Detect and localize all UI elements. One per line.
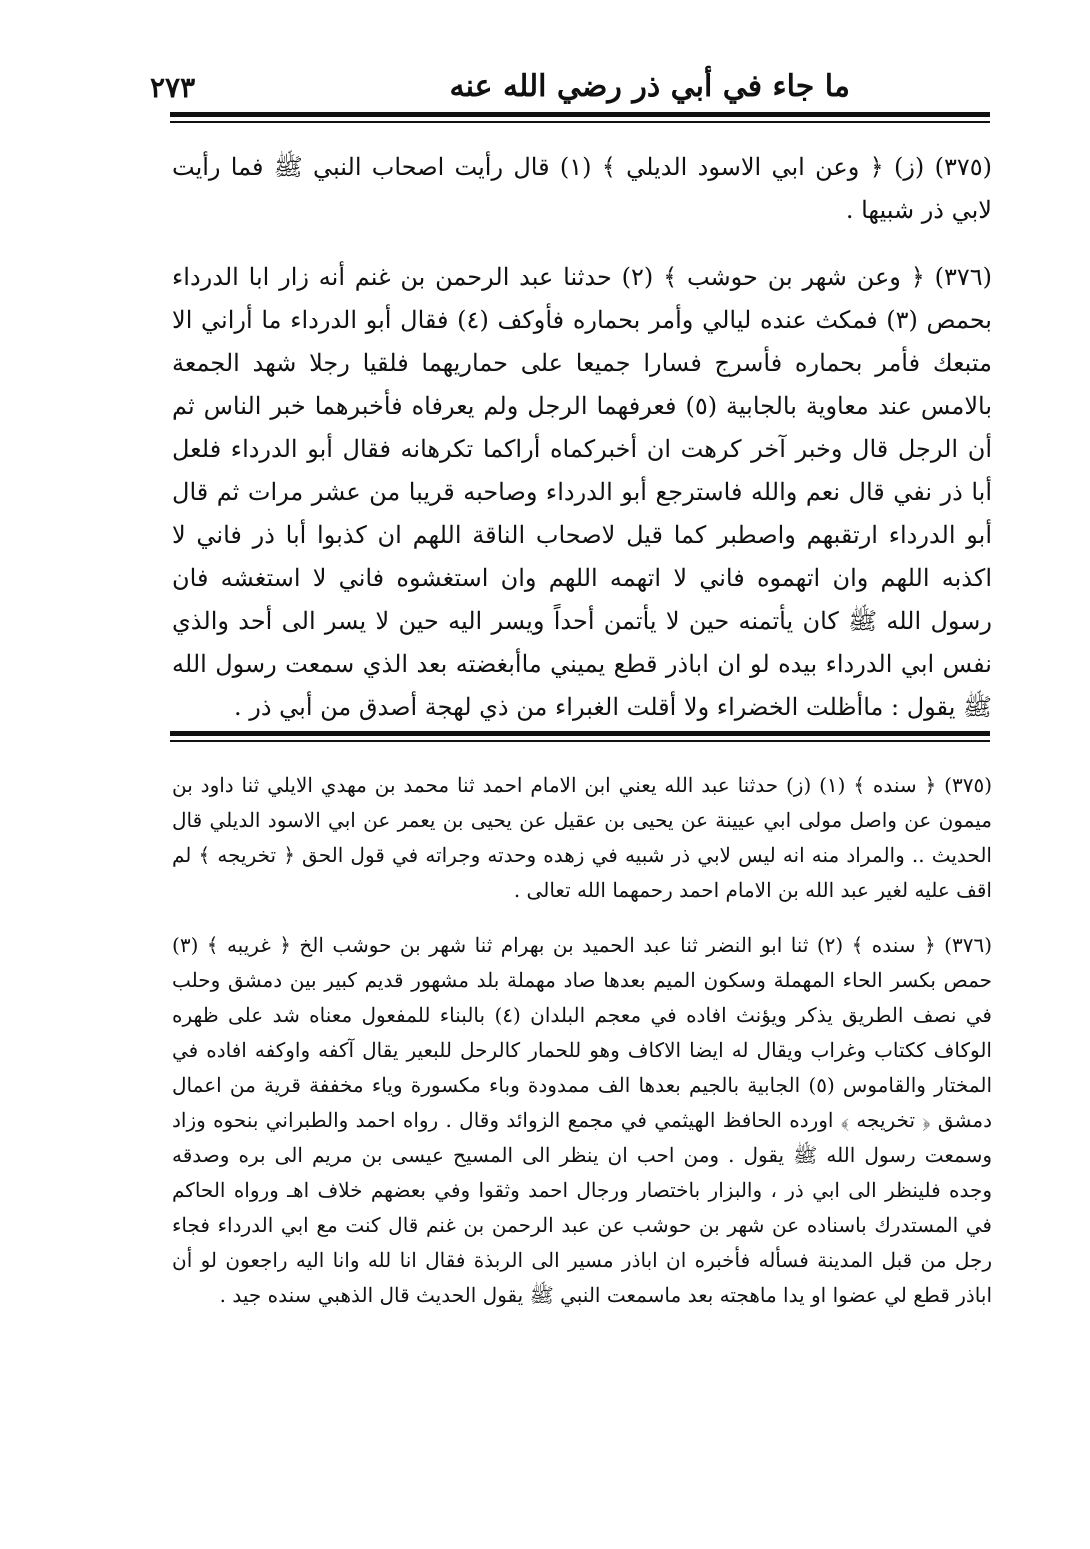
main-text xyxy=(172,146,992,753)
footnote-375: (٣٧٥) ﴿ سنده ﴾ (١) (ز) حدثنا عبد الله يعني ابن الامام احمد ثنا محمد بن مهدي الايلي ثنا داود بن ميمون عن واصل مولى ابي عيينة عن يحيى بن عقيل عن يحيى بن يعمر عن ابي الاسود الديلي قال الحديث .. والمراد منه انه ليس لابي ذر شبيه في زهده وحدته وجراته في قول الحق ﴿ تخريجه ﴾ لم اقف عليه لغير عبد الله بن الامام احمد رحمهما الله تعالى . xyxy=(172,773,992,902)
footnote-separator-thin xyxy=(170,740,990,742)
header-rule-thin xyxy=(170,121,990,123)
hadith-376: (٣٧٦) ﴿ وعن شهر بن حوشب ﴾ (٢) حدثنا عبد الرحمن بن غنم أنه زار ابا الدرداء بحمص (٣) فمكث عنده ليالي وأمر بحماره فأوكف (٤) فقال أبو الدرداء ما أراني الا متبعك فأمر بحماره فأسرج فسارا جميعا على حماريهما فلقيا رجلا شهد الجمعة بالامس عند معاوية بالجابية (٥) فعرفهما الرجل ولم يعرفاه فأخبرهما خبر الناس ثم أن الرجل قال وخبر آخر كرهت ان أخبركماه أراكما تكرهانه فقال أبو الدرداء فلعل أبا ذر نفي قال نعم والله فاسترجع أبو الدرداء وصاحبه قريبا من عشر مرات ثم قال أبو الدرداء ارتقبهم واصطبر كما قيل لاصحاب الناقة اللهم ان كذبوا أبا ذر فاني لا اكذبه اللهم وان اتهموه فاني لا اتهمه اللهم وان استغشوه فاني لا استغشه فان رسول الله ﷺ كان يأتمنه حين لا يأتمن أحداً ويسر اليه حين لا يسر الى أحد والذي نفس ابي الدرداء بيده لو ان اباذر قطع يميني ماأبغضته بعد الذي سمعت رسول الله ﷺ يقول : ماأظلت الخضراء ولا أقلت الغبراء من ذي لهجة أصدق من أبي ذر . xyxy=(172,263,992,721)
page-number: ٢٧٣ xyxy=(150,71,196,104)
header-rule xyxy=(170,112,990,117)
footnotes xyxy=(172,768,992,1333)
footnote-separator xyxy=(170,731,990,736)
footnote-376: (٣٧٦) ﴿ سنده ﴾ (٢) ثنا ابو النضر ثنا عبد الحميد بن بهرام ثنا شهر بن حوشب الخ ﴿ غريبه ﴾ (٣) حمص بكسر الحاء المهملة وسكون الميم بعدها صاد مهملة بلد مشهور قديم كبير بين دمشق وحلب في نصف الطريق يذكر ويؤنث افاده في معجم البلدان (٤) بالبناء للمفعول معناه شد على ظهره الوكاف ككتاب وغراب ويقال له ايضا الاكاف وهو للحمار كالرحل للبعير يقال آكفه واوكفه افاده في المختار والقاموس (٥) الجابية بالجيم بعدها الف ممدودة وباء مكسورة وياء مخففة قرية من اعمال دمشق ﴿ تخريجه ﴾ اورده الحافظ الهيثمي في مجمع الزوائد وقال . رواه احمد والطبراني بنحوه وزاد وسمعت رسول الله ﷺ يقول . ومن احب ان ينظر الى المسيح عيسى بن مريم الى بره وصدقه وجده فلينظر الى ابي ذر ، والبزار باختصار ورجال احمد وثقوا وفي بعضهم خلاف اهـ ورواه الحاكم في المستدرك باسناده عن شهر بن حوشب عن عبد الرحمن بن غنم قال كنت مع ابي الدرداء فجاء رجل من قبل المدينة فسأله فأخبره ان اباذر مسير الى الربذة فقال انا لله وانا اليه راجعون لو أن اباذر قطع لي عضوا او يدا ماهجته بعد ماسمعت النبي ﷺ يقول الحديث قال الذهبي سنده جيد . xyxy=(172,933,993,1307)
page-header xyxy=(150,48,850,104)
hadith-375: (٣٧٥) (ز) ﴿ وعن ابي الاسود الديلي ﴾ (١) قال رأيت اصحاب النبي ﷺ فما رأيت لابي ذر شبيها . xyxy=(172,153,992,224)
running-title: ما جاء في أبي ذر رضي الله عنه xyxy=(449,69,850,104)
